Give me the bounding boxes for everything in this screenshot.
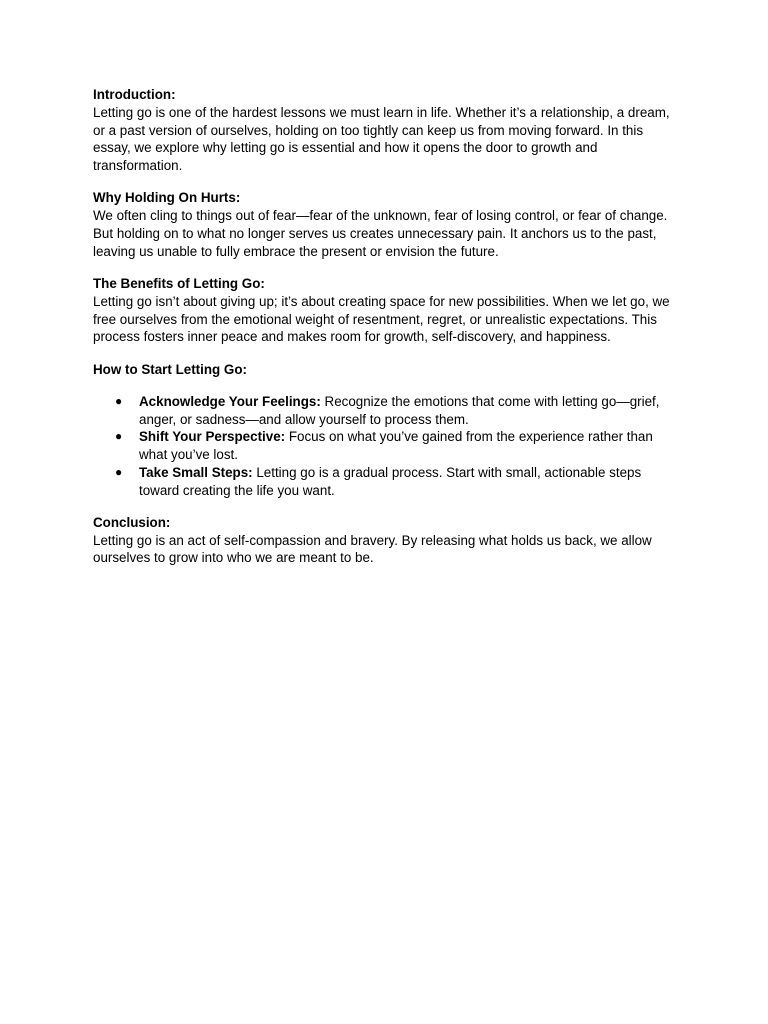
section-why-holding-on-hurts (93, 189, 678, 260)
section-heading: Why Holding On Hurts: (93, 190, 241, 206)
bullet-list (93, 393, 678, 500)
bullet-title: Shift Your Perspective: (139, 429, 286, 445)
bullet-icon: ● (115, 393, 123, 408)
bullet-text: Letting go is a gradual process. Start with small, actionable steps toward creating the life you want. (139, 464, 642, 498)
bullet-text: Recognize the emotions that come with letting go—grief, anger, or sadness—and allow yourself to process them. (139, 393, 660, 427)
list-item (93, 393, 678, 429)
section-paragraph: Letting go isn’t about giving up; it’s about creating space for new possibilities. When we let go, we free ourselves from the emotional weight of resentment, regret, or unrealistic expectations. This process fosters inner peace and makes room for growth, self-discovery, and happiness. (93, 293, 670, 345)
section-how-to-start (93, 361, 678, 500)
section-benefits-of-letting-go (93, 275, 678, 346)
section-heading: Introduction: (93, 87, 176, 102)
bullet-title: Acknowledge Your Feelings: (139, 393, 321, 409)
section-paragraph: Letting go is an act of self-compassion and bravery. By releasing what holds us back, we allow ourselves to grow into who we are meant to be. (93, 532, 652, 566)
section-paragraph: We often cling to things out of fear—fear of the unknown, fear of losing control, or fear of change. But holding on to what no longer serves us creates unnecessary pain. It anchors us to the past, leaving us unable to fully embrace the present or envision the future. (93, 208, 668, 259)
bullet-icon: ● (115, 429, 123, 444)
document-page (93, 86, 678, 582)
section-conclusion (93, 514, 678, 567)
list-item (93, 464, 678, 500)
bullet-text: Focus on what you’ve gained from the experience rather than what you’ve lost. (139, 429, 653, 463)
section-heading: The Benefits of Letting Go: (93, 275, 265, 291)
section-heading: Conclusion: (93, 514, 171, 530)
bullet-icon: ● (115, 464, 123, 479)
bullet-title: Take Small Steps: (139, 464, 253, 480)
section-paragraph: Letting go is one of the hardest lessons we must learn in life. Whether it’s a relationship, a dream, or a past version of ourselves, holding on too tightly can keep us from moving forward. In this essay, we explore why letting go is essential and how it opens the door to growth and transformation. (93, 104, 670, 174)
section-heading: How to Start Letting Go: (93, 361, 247, 377)
list-item (93, 428, 678, 464)
section-introduction (93, 86, 678, 175)
